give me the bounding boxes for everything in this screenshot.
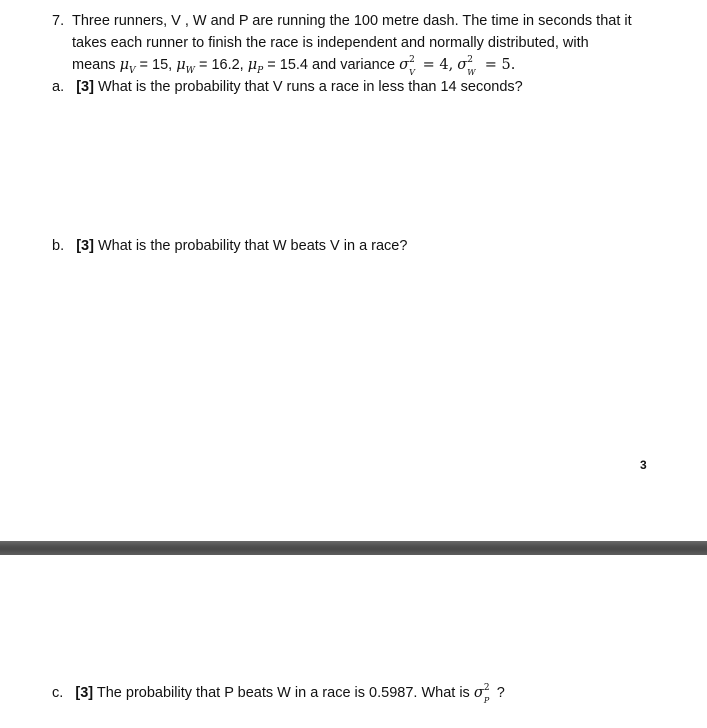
mu-w-symbol: $\mu_W$ bbox=[176, 57, 195, 76]
mu-v-value: = 15, bbox=[135, 57, 173, 73]
part-c-line bbox=[52, 683, 505, 705]
part-a-question: What is the probability that V runs a race in less than 14 seconds? bbox=[97, 79, 523, 95]
means-label: means bbox=[72, 57, 116, 73]
worksheet-page-2 bbox=[0, 555, 707, 728]
sigma-w-squared-symbol: σ 2 W bbox=[457, 55, 476, 77]
mu-v-symbol: $\mu_V$ bbox=[119, 57, 136, 76]
page-separator bbox=[0, 541, 707, 555]
part-c-label: c. bbox=[52, 685, 64, 701]
variance-v-value: = 4, bbox=[417, 57, 454, 73]
mu-p-value: = 15.4 and variance bbox=[263, 57, 396, 73]
part-b-line bbox=[52, 237, 407, 255]
page-number: 3 bbox=[640, 458, 647, 472]
part-a-label: a. bbox=[52, 79, 65, 95]
part-b-question: What is the probability that W beats V in a race? bbox=[97, 238, 408, 254]
part-c-question: The probability that P beats W in a race is 0.5987. What is bbox=[96, 685, 470, 701]
mu-w-value: = 16.2, bbox=[194, 57, 244, 73]
part-b-marks: [3] bbox=[76, 238, 94, 254]
part-a-line bbox=[52, 78, 523, 96]
question-means-line bbox=[72, 55, 516, 77]
question-intro-line-2: takes each runner to finish the race is independent and normally distributed, with bbox=[72, 35, 589, 51]
part-c-suffix: ? bbox=[492, 685, 505, 701]
part-a-marks: [3] bbox=[76, 79, 94, 95]
variance-w-value: = 5. bbox=[480, 57, 516, 73]
sigma-v-squared-symbol: σ 2 V bbox=[399, 55, 415, 77]
sigma-p-squared-symbol: σ 2 P bbox=[473, 683, 490, 705]
mu-p-symbol: $\mu_P$ bbox=[247, 57, 264, 76]
question-intro-line-1: Three runners, V , W and P are running the 100 metre dash. The time in seconds that it bbox=[72, 13, 632, 29]
part-c-marks: [3] bbox=[75, 685, 94, 701]
part-b-label: b. bbox=[52, 238, 65, 254]
question-number: 7. bbox=[52, 13, 65, 29]
